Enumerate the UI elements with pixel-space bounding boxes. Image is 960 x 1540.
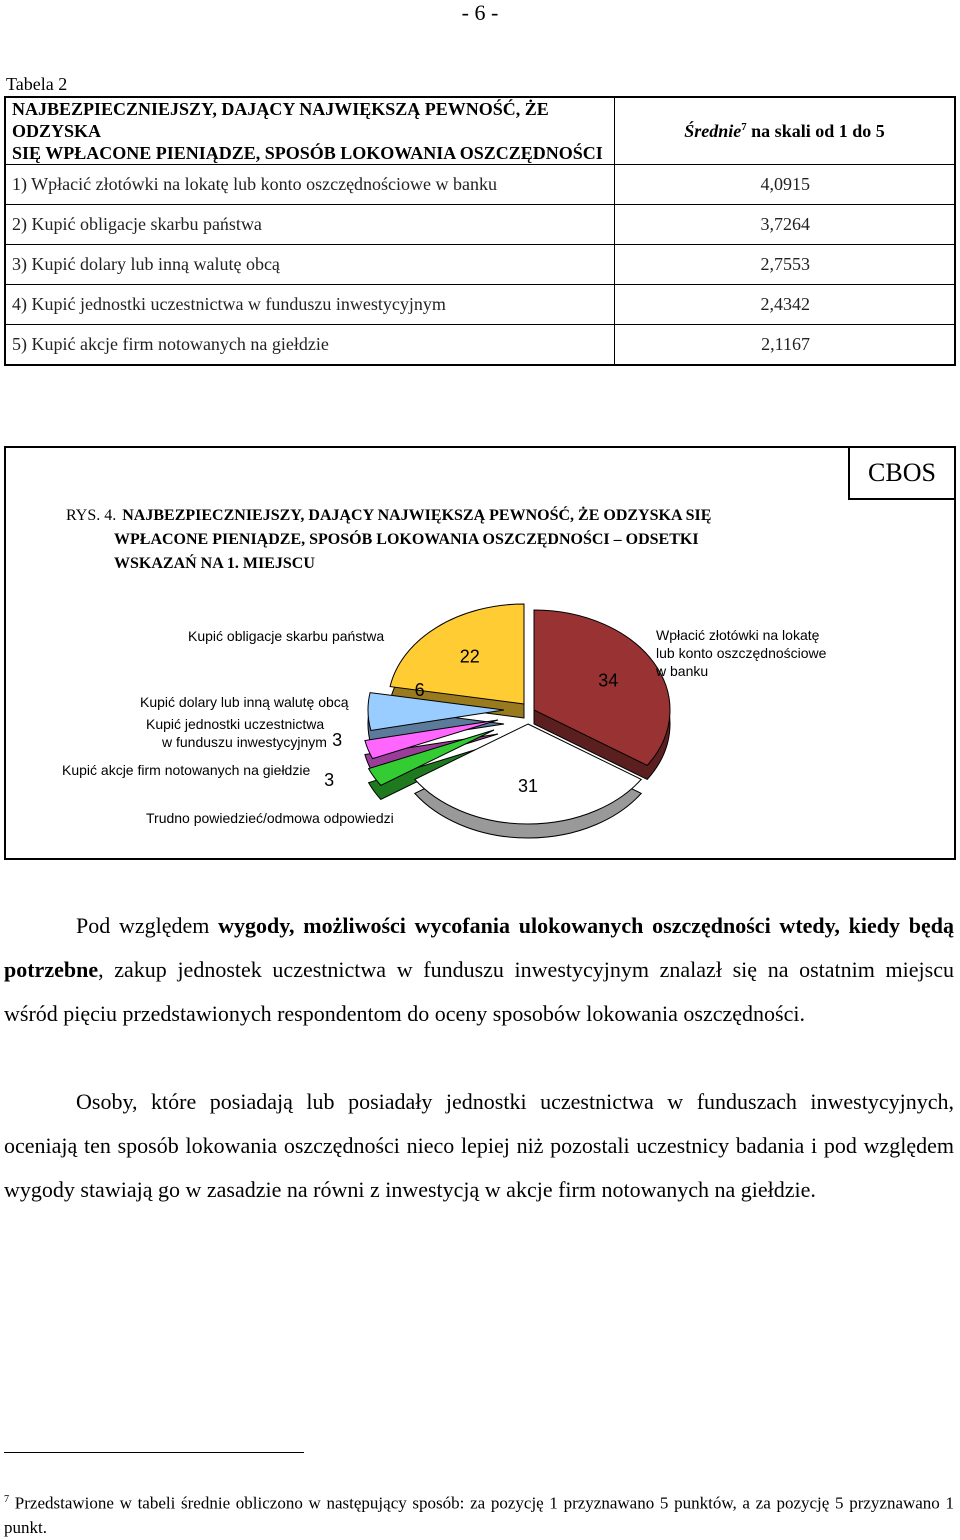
p1-bold: wygody, możliwości wycofania ulokowanych oszczędności wtedy, kiedy będą potrzebne (4, 913, 954, 982)
pie-value-label: 31 (517, 776, 539, 796)
figure-title-line-2: WPŁACONE PIENIĄDZE, SPOSÓB LOKOWANIA OSZCZĘDNOŚCI – ODSETKI (114, 531, 699, 548)
footnote-mark: 7 (4, 1494, 10, 1505)
figure-title-line-1: NAJBEZPIECZNIEJSZY, DAJĄCY NAJWIĘKSZĄ PEWNOŚĆ, ŻE ODZYSKA SIĘ (122, 507, 712, 524)
table-header-scale (615, 97, 956, 165)
label-trudno: Trudno powiedzieć/odmowa odpowiedzi (146, 810, 394, 826)
footnote (4, 1488, 954, 1540)
label-dolary: Kupić dolary lub inną walutę obcą (140, 694, 349, 710)
row-label: 1) Wpłacić złotówki na lokatę lub konto oszczędnościowe w banku (5, 165, 615, 205)
table-title: Tabela 2 (6, 74, 68, 94)
footnote-ref: 7 (741, 120, 747, 133)
p1-end: , zakup jednostek uczestnictwa w funduszu inwestycyjnym znalazł się na ostatnim miejscu wśród pięciu przedstawionych respondentom do oceny sposobów lokowania oszczędności. (4, 957, 954, 1026)
label-obligacje: Kupić obligacje skarbu państwa (188, 628, 385, 644)
figure-box (4, 446, 956, 860)
pie-value-label: 22 (459, 646, 480, 667)
footnote-text: Przedstawione w tabeli średnie obliczono w następujący sposób: za pozycję 1 przyznawano 5 punktów, a za pozycję 5 przyznawano 1 punkt. (4, 1493, 954, 1537)
row-label: 4) Kupić jednostki uczestnictwa w funduszu inwestycyjnym (5, 285, 615, 325)
row-value: 3,7264 (615, 205, 956, 245)
pie-value-label: 34 (598, 670, 619, 691)
figure-number: RYS. 4. (66, 507, 117, 524)
cbos-logo: CBOS (848, 448, 954, 500)
pie-value-label: 3 (332, 730, 343, 750)
row-value: 2,7553 (615, 245, 956, 285)
header-scale-text: na skali od 1 do 5 (746, 120, 885, 141)
table-row (5, 165, 955, 205)
label-bank-1: Wpłacić złotówki na lokatę (656, 627, 820, 643)
row-label: 5) Kupić akcje firm notowanych na giełdzie (5, 325, 615, 366)
paragraph-2: Osoby, które posiadają lub posiadały jednostki uczestnictwa w funduszach inwestycyjnych, oceniają ten sposób lokowania oszczędności nieco lepiej niż pozostali uczestnicy badania i pod względem wygody stawiają go w zasadzie na równi z inwestycją w akcje firm notowanych na giełdzie. (4, 1089, 954, 1202)
paragraph-1 (4, 904, 954, 1036)
header-srednie: Średnie (684, 120, 742, 141)
header-line-1: NAJBEZPIECZNIEJSZY, DAJĄCY NAJWIĘKSZĄ PEWNOŚĆ, ŻE ODZYSKA (12, 99, 549, 141)
label-akcje: Kupić akcje firm notowanych na giełdzie (62, 762, 311, 778)
table-header-question (5, 97, 615, 165)
pie-value-label: 6 (414, 680, 425, 700)
page-number: - 6 - (461, 0, 499, 25)
row-value: 4,0915 (615, 165, 956, 205)
row-value: 2,1167 (615, 325, 956, 366)
label-bank (656, 626, 826, 680)
table-row (5, 205, 955, 245)
p1-start: Pod względem (76, 913, 219, 938)
figure-title-line-3: WSKAZAŃ NA 1. MIEJSCU (114, 555, 315, 572)
header-line-2: SIĘ WPŁACONE PIENIĄDZE, SPOSÓB LOKOWANIA OSZCZĘDNOŚCI (12, 143, 603, 163)
pie-value-label: 3 (324, 770, 335, 790)
row-label: 2) Kupić obligacje skarbu państwa (5, 205, 615, 245)
averages-table (4, 96, 956, 366)
table-row (5, 245, 955, 285)
row-value: 2,4342 (615, 285, 956, 325)
table-header-row (5, 97, 955, 165)
row-label: 3) Kupić dolary lub inną walutę obcą (5, 245, 615, 285)
table-row (5, 325, 955, 366)
footnote-separator (4, 1452, 304, 1453)
label-fundusz-1: Kupić jednostki uczestnictwa (146, 716, 325, 732)
table-row (5, 285, 955, 325)
label-bank-3: w banku (656, 663, 709, 679)
label-fundusz-2: w funduszu inwestycyjnym (162, 734, 327, 750)
pie-slice (390, 604, 524, 704)
label-bank-2: lub konto oszczędnościowe (656, 645, 827, 661)
